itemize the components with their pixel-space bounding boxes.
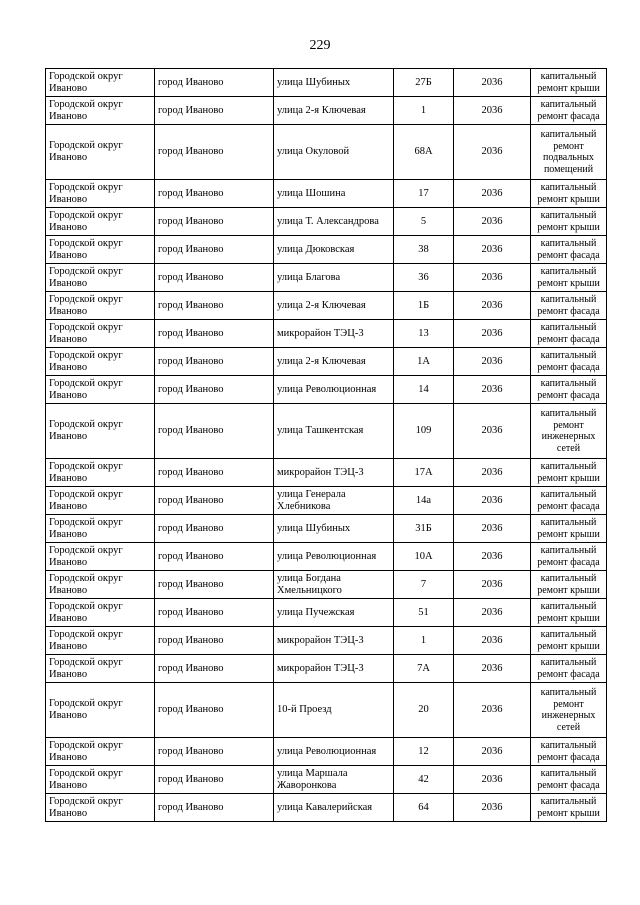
district-cell: Городской округ Иваново	[46, 794, 155, 822]
district-cell: Городской округ Иваново	[46, 571, 155, 599]
table-row	[46, 543, 607, 571]
table-row	[46, 794, 607, 822]
street-cell: улица Ташкентская	[274, 404, 394, 459]
work-type-cell: капитальный ремонт крыши	[531, 180, 607, 208]
table-row	[46, 738, 607, 766]
year-cell: 2036	[454, 69, 531, 97]
house-cell: 12	[394, 738, 454, 766]
district-cell: Городской округ Иваново	[46, 264, 155, 292]
district-cell: Городской округ Иваново	[46, 543, 155, 571]
district-cell: Городской округ Иваново	[46, 292, 155, 320]
street-cell: улица Революционная	[274, 376, 394, 404]
table-row	[46, 683, 607, 738]
district-cell: Городской округ Иваново	[46, 738, 155, 766]
table-row	[46, 766, 607, 794]
district-cell: Городской округ Иваново	[46, 459, 155, 487]
year-cell: 2036	[454, 543, 531, 571]
work-type-cell: капитальный ремонт крыши	[531, 69, 607, 97]
street-cell: улица Пучежская	[274, 599, 394, 627]
house-cell: 27Б	[394, 69, 454, 97]
work-type-cell: капитальный ремонт фасада	[531, 766, 607, 794]
year-cell: 2036	[454, 459, 531, 487]
work-type-cell: капитальный ремонт крыши	[531, 794, 607, 822]
year-cell: 2036	[454, 627, 531, 655]
street-cell: микрорайон ТЭЦ-3	[274, 320, 394, 348]
city-cell: город Иваново	[155, 404, 274, 459]
district-cell: Городской округ Иваново	[46, 69, 155, 97]
district-cell: Городской округ Иваново	[46, 180, 155, 208]
year-cell: 2036	[454, 766, 531, 794]
table-row	[46, 655, 607, 683]
table-row	[46, 125, 607, 180]
repair-schedule-table	[45, 68, 607, 822]
table-row	[46, 320, 607, 348]
year-cell: 2036	[454, 794, 531, 822]
work-type-cell: капитальный ремонт подвальных помещений	[531, 125, 607, 180]
house-cell: 1А	[394, 348, 454, 376]
street-cell: улица Шубиных	[274, 515, 394, 543]
district-cell: Городской округ Иваново	[46, 599, 155, 627]
street-cell: 10-й Проезд	[274, 683, 394, 738]
city-cell: город Иваново	[155, 515, 274, 543]
city-cell: город Иваново	[155, 180, 274, 208]
city-cell: город Иваново	[155, 655, 274, 683]
house-cell: 109	[394, 404, 454, 459]
year-cell: 2036	[454, 180, 531, 208]
street-cell: улица 2-я Ключевая	[274, 97, 394, 125]
district-cell: Городской округ Иваново	[46, 766, 155, 794]
work-type-cell: капитальный ремонт фасада	[531, 738, 607, 766]
city-cell: город Иваново	[155, 348, 274, 376]
house-cell: 1Б	[394, 292, 454, 320]
house-cell: 1	[394, 97, 454, 125]
year-cell: 2036	[454, 683, 531, 738]
street-cell: улица Богдана Хмельницкого	[274, 571, 394, 599]
house-cell: 7А	[394, 655, 454, 683]
city-cell: город Иваново	[155, 794, 274, 822]
work-type-cell: капитальный ремонт крыши	[531, 627, 607, 655]
year-cell: 2036	[454, 264, 531, 292]
year-cell: 2036	[454, 208, 531, 236]
work-type-cell: капитальный ремонт крыши	[531, 571, 607, 599]
street-cell: улица Дюковская	[274, 236, 394, 264]
district-cell: Городской округ Иваново	[46, 683, 155, 738]
year-cell: 2036	[454, 599, 531, 627]
city-cell: город Иваново	[155, 320, 274, 348]
house-cell: 51	[394, 599, 454, 627]
house-cell: 1	[394, 627, 454, 655]
work-type-cell: капитальный ремонт фасада	[531, 348, 607, 376]
city-cell: город Иваново	[155, 487, 274, 515]
table-row	[46, 264, 607, 292]
district-cell: Городской округ Иваново	[46, 97, 155, 125]
street-cell: улица Революционная	[274, 543, 394, 571]
house-cell: 64	[394, 794, 454, 822]
year-cell: 2036	[454, 738, 531, 766]
house-cell: 20	[394, 683, 454, 738]
street-cell: улица Генерала Хлебникова	[274, 487, 394, 515]
street-cell: улица Шубиных	[274, 69, 394, 97]
house-cell: 42	[394, 766, 454, 794]
table-row	[46, 69, 607, 97]
city-cell: город Иваново	[155, 599, 274, 627]
street-cell: улица 2-я Ключевая	[274, 292, 394, 320]
street-cell: улица Благова	[274, 264, 394, 292]
district-cell: Городской округ Иваново	[46, 208, 155, 236]
city-cell: город Иваново	[155, 69, 274, 97]
table-row	[46, 180, 607, 208]
table-row	[46, 627, 607, 655]
city-cell: город Иваново	[155, 97, 274, 125]
city-cell: город Иваново	[155, 766, 274, 794]
city-cell: город Иваново	[155, 376, 274, 404]
year-cell: 2036	[454, 404, 531, 459]
district-cell: Городской округ Иваново	[46, 376, 155, 404]
work-type-cell: капитальный ремонт крыши	[531, 599, 607, 627]
work-type-cell: капитальный ремонт инженерных сетей	[531, 683, 607, 738]
table-row	[46, 376, 607, 404]
year-cell: 2036	[454, 320, 531, 348]
work-type-cell: капитальный ремонт фасада	[531, 97, 607, 125]
work-type-cell: капитальный ремонт крыши	[531, 208, 607, 236]
city-cell: город Иваново	[155, 738, 274, 766]
city-cell: город Иваново	[155, 208, 274, 236]
work-type-cell: капитальный ремонт крыши	[531, 264, 607, 292]
table-row	[46, 515, 607, 543]
table-row	[46, 459, 607, 487]
district-cell: Городской округ Иваново	[46, 487, 155, 515]
work-type-cell: капитальный ремонт фасада	[531, 376, 607, 404]
district-cell: Городской округ Иваново	[46, 515, 155, 543]
table-row	[46, 599, 607, 627]
street-cell: улица 2-я Ключевая	[274, 348, 394, 376]
street-cell: микрорайон ТЭЦ-3	[274, 627, 394, 655]
work-type-cell: капитальный ремонт крыши	[531, 459, 607, 487]
street-cell: улица Маршала Жаворонкова	[274, 766, 394, 794]
street-cell: улица Кавалерийская	[274, 794, 394, 822]
year-cell: 2036	[454, 571, 531, 599]
year-cell: 2036	[454, 655, 531, 683]
district-cell: Городской округ Иваново	[46, 125, 155, 180]
table-row	[46, 348, 607, 376]
work-type-cell: капитальный ремонт фасада	[531, 543, 607, 571]
table-row	[46, 404, 607, 459]
city-cell: город Иваново	[155, 236, 274, 264]
house-cell: 36	[394, 264, 454, 292]
table-row	[46, 487, 607, 515]
year-cell: 2036	[454, 515, 531, 543]
house-cell: 7	[394, 571, 454, 599]
district-cell: Городской округ Иваново	[46, 320, 155, 348]
page-number: 229	[309, 38, 331, 53]
district-cell: Городской округ Иваново	[46, 655, 155, 683]
district-cell: Городской округ Иваново	[46, 404, 155, 459]
house-cell: 13	[394, 320, 454, 348]
table-row	[46, 208, 607, 236]
year-cell: 2036	[454, 376, 531, 404]
work-type-cell: капитальный ремонт фасада	[531, 236, 607, 264]
city-cell: город Иваново	[155, 125, 274, 180]
city-cell: город Иваново	[155, 683, 274, 738]
house-cell: 10А	[394, 543, 454, 571]
house-cell: 5	[394, 208, 454, 236]
city-cell: город Иваново	[155, 571, 274, 599]
year-cell: 2036	[454, 236, 531, 264]
city-cell: город Иваново	[155, 292, 274, 320]
table-row	[46, 292, 607, 320]
street-cell: микрорайон ТЭЦ-3	[274, 655, 394, 683]
work-type-cell: капитальный ремонт фасада	[531, 655, 607, 683]
district-cell: Городской округ Иваново	[46, 348, 155, 376]
house-cell: 68А	[394, 125, 454, 180]
house-cell: 14	[394, 376, 454, 404]
year-cell: 2036	[454, 125, 531, 180]
house-cell: 14а	[394, 487, 454, 515]
work-type-cell: капитальный ремонт крыши	[531, 515, 607, 543]
district-cell: Городской округ Иваново	[46, 627, 155, 655]
year-cell: 2036	[454, 348, 531, 376]
house-cell: 38	[394, 236, 454, 264]
city-cell: город Иваново	[155, 264, 274, 292]
house-cell: 17	[394, 180, 454, 208]
year-cell: 2036	[454, 292, 531, 320]
street-cell: улица Революционная	[274, 738, 394, 766]
city-cell: город Иваново	[155, 459, 274, 487]
table-row	[46, 97, 607, 125]
year-cell: 2036	[454, 487, 531, 515]
work-type-cell: капитальный ремонт инженерных сетей	[531, 404, 607, 459]
table-row	[46, 571, 607, 599]
house-cell: 31Б	[394, 515, 454, 543]
work-type-cell: капитальный ремонт фасада	[531, 292, 607, 320]
house-cell: 17А	[394, 459, 454, 487]
city-cell: город Иваново	[155, 627, 274, 655]
district-cell: Городской округ Иваново	[46, 236, 155, 264]
city-cell: город Иваново	[155, 543, 274, 571]
table-row	[46, 236, 607, 264]
work-type-cell: капитальный ремонт фасада	[531, 487, 607, 515]
street-cell: улица Т. Александрова	[274, 208, 394, 236]
street-cell: улица Окуловой	[274, 125, 394, 180]
work-type-cell: капитальный ремонт фасада	[531, 320, 607, 348]
street-cell: микрорайон ТЭЦ-3	[274, 459, 394, 487]
year-cell: 2036	[454, 97, 531, 125]
street-cell: улица Шошина	[274, 180, 394, 208]
